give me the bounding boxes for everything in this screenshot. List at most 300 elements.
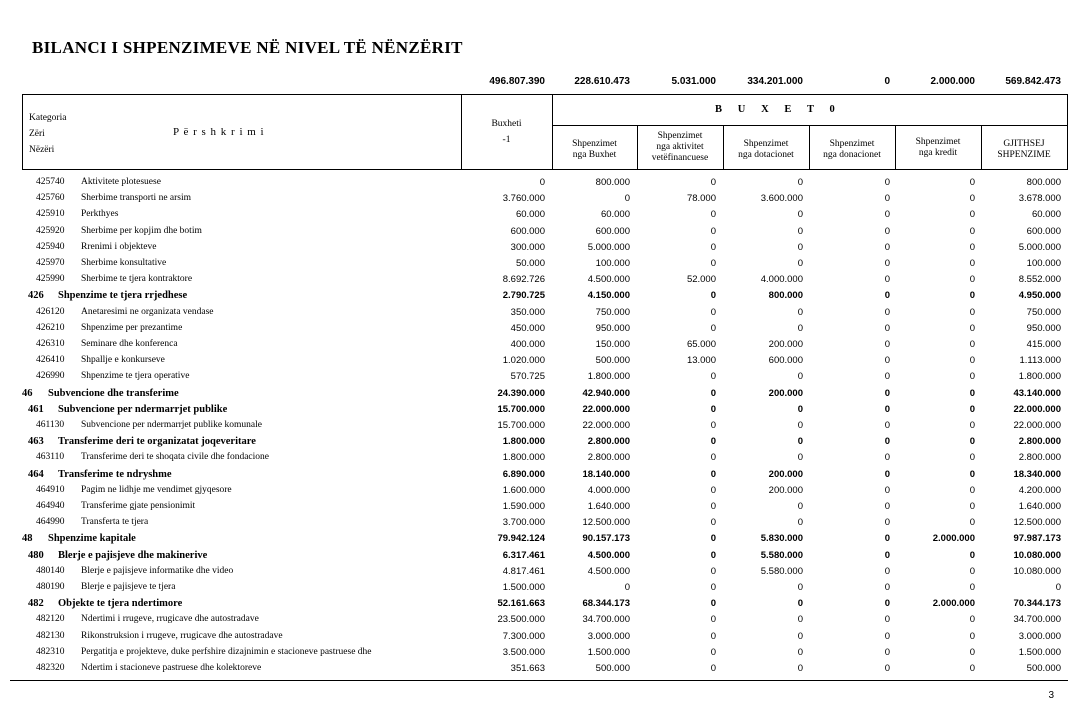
table-row — [0, 239, 1080, 255]
row-value-col-6: 0 — [969, 630, 975, 642]
header-col-kredit: Shpenzimet nga kredit — [915, 137, 961, 158]
row-value-col-2: 5.000.000 — [587, 241, 630, 253]
row-value-col-7: 3.000.000 — [1018, 630, 1061, 642]
row-value-col-5: 0 — [884, 355, 890, 367]
row-value-col-7: 600.000 — [1026, 225, 1061, 237]
total-dotacionet: 334.201.000 — [747, 76, 803, 87]
row-value-col-1: 0 — [539, 177, 545, 188]
row-value-col-6: 0 — [969, 193, 975, 205]
row-value-col-2: 22.000.000 — [582, 420, 630, 431]
row-code: 46 — [22, 387, 33, 399]
row-value-col-7: 60.000 — [1031, 209, 1061, 221]
row-code: 480 — [28, 549, 44, 561]
row-value-col-2: 0 — [624, 193, 630, 205]
row-code: 426210 — [36, 322, 65, 333]
row-value-col-1: 570.725 — [510, 371, 545, 383]
row-value-col-3: 0 — [710, 582, 716, 593]
row-value-col-2: 2.800.000 — [587, 436, 630, 448]
row-value-col-6: 0 — [969, 549, 975, 561]
row-value-col-4: 200.000 — [768, 484, 803, 496]
row-value-col-6: 0 — [969, 241, 975, 253]
row-value-col-1: 1.020.000 — [502, 355, 545, 367]
row-value-col-4: 0 — [797, 306, 803, 318]
row-description: Transferime te ndryshme — [58, 468, 172, 480]
row-value-col-5: 0 — [884, 339, 890, 350]
row-value-col-6: 0 — [969, 339, 975, 350]
row-value-col-3: 0 — [710, 258, 716, 269]
row-value-col-2: 22.000.000 — [582, 403, 630, 415]
row-value-col-7: 100.000 — [1026, 258, 1061, 269]
row-value-col-1: 1.800.000 — [502, 436, 545, 448]
row-code: 482320 — [36, 663, 65, 673]
row-value-col-6: 0 — [969, 468, 975, 480]
row-value-col-2: 4.500.000 — [587, 549, 630, 561]
row-value-col-1: 6.890.000 — [502, 468, 545, 480]
row-value-col-2: 3.000.000 — [587, 630, 630, 642]
row-value-col-7: 8.552.000 — [1018, 274, 1061, 286]
totals-row — [0, 74, 1080, 90]
row-value-col-1: 15.700.000 — [497, 403, 545, 415]
row-value-col-6: 0 — [969, 371, 975, 383]
table-row — [0, 255, 1080, 271]
table-row — [0, 530, 1080, 546]
row-value-col-2: 1.640.000 — [587, 501, 630, 512]
row-description: Perkthyes — [81, 209, 119, 220]
table-header — [22, 94, 1068, 170]
row-code: 426410 — [36, 355, 65, 366]
row-value-col-3: 0 — [710, 371, 716, 383]
row-value-col-5: 0 — [884, 452, 890, 464]
row-value-col-7: 2.800.000 — [1018, 452, 1061, 464]
row-value-col-6: 0 — [969, 420, 975, 431]
row-value-col-7: 750.000 — [1026, 306, 1061, 318]
row-value-col-2: 750.000 — [595, 306, 630, 318]
row-value-col-4: 0 — [797, 225, 803, 237]
row-value-col-4: 0 — [797, 582, 803, 593]
header-col-vetefinancuese: Shpenzimet nga aktivitet vetëfinancuese — [651, 131, 709, 163]
row-value-col-5: 0 — [884, 646, 890, 658]
row-value-col-7: 4.200.000 — [1018, 484, 1061, 496]
row-value-col-5: 0 — [884, 598, 890, 610]
row-value-col-4: 5.580.000 — [760, 549, 803, 561]
row-value-col-6: 2.000.000 — [932, 598, 975, 610]
table-row — [0, 190, 1080, 206]
row-value-col-1: 23.500.000 — [497, 614, 545, 626]
row-code: 480140 — [36, 565, 65, 576]
row-value-col-6: 0 — [969, 663, 975, 674]
row-value-col-3: 0 — [710, 290, 716, 302]
row-description: Pagim ne lidhje me vendimet gjyqesore — [81, 484, 232, 495]
row-description: Shpenzime te tjera rrjedhese — [58, 290, 188, 302]
row-code: 425740 — [36, 177, 65, 187]
row-description: Anetaresimi ne organizata vendase — [81, 306, 214, 317]
row-value-col-1: 2.790.725 — [502, 290, 545, 302]
row-value-col-3: 0 — [710, 403, 716, 415]
header-buxeto: B U X E T 0 — [715, 104, 835, 115]
row-value-col-1: 15.700.000 — [497, 420, 545, 431]
row-value-col-4: 0 — [797, 241, 803, 253]
row-value-col-5: 0 — [884, 468, 890, 480]
total-buxheti: 496.807.390 — [489, 76, 545, 87]
row-value-col-6: 0 — [969, 517, 975, 529]
row-value-col-7: 97.987.173 — [1013, 533, 1061, 545]
table-row — [0, 206, 1080, 222]
row-value-col-4: 200.000 — [768, 387, 803, 399]
row-code: 464940 — [36, 501, 65, 511]
row-code: 425760 — [36, 193, 65, 204]
row-code: 464910 — [36, 484, 65, 495]
row-value-col-5: 0 — [884, 663, 890, 674]
row-value-col-4: 0 — [797, 420, 803, 431]
table-row — [0, 320, 1080, 336]
row-code: 463110 — [36, 452, 65, 463]
row-value-col-4: 0 — [797, 501, 803, 512]
row-value-col-5: 0 — [884, 258, 890, 269]
row-value-col-7: 10.080.000 — [1013, 549, 1061, 561]
row-value-col-5: 0 — [884, 630, 890, 642]
row-value-col-6: 0 — [969, 387, 975, 399]
row-value-col-3: 0 — [710, 533, 716, 545]
row-value-col-7: 1.640.000 — [1018, 501, 1061, 512]
table-row — [0, 579, 1080, 595]
row-value-col-7: 70.344.173 — [1013, 598, 1061, 610]
row-value-col-1: 400.000 — [510, 339, 545, 350]
row-value-col-3: 0 — [710, 549, 716, 561]
table-row — [0, 304, 1080, 320]
row-value-col-3: 0 — [710, 452, 716, 464]
row-value-col-7: 1.113.000 — [1019, 355, 1061, 367]
row-value-col-4: 3.600.000 — [760, 193, 803, 205]
row-value-col-6: 0 — [969, 565, 975, 577]
row-value-col-6: 0 — [969, 501, 975, 512]
row-description: Seminare dhe konferenca — [81, 339, 178, 349]
row-value-col-3: 0 — [710, 484, 716, 496]
total-donacionet: 0 — [884, 76, 890, 87]
row-value-col-3: 0 — [710, 565, 716, 577]
row-value-col-1: 300.000 — [510, 241, 545, 253]
row-value-col-4: 0 — [797, 614, 803, 626]
row-value-col-6: 0 — [969, 436, 975, 448]
row-code: 482120 — [36, 614, 65, 625]
table-row — [0, 514, 1080, 530]
row-code: 426120 — [36, 306, 65, 317]
header-buxheti: Buxheti — [491, 119, 522, 129]
row-value-col-5: 0 — [884, 209, 890, 221]
row-description: Subvencione per ndermarrjet publike — [58, 403, 228, 415]
row-value-col-6: 0 — [969, 646, 975, 658]
row-description: Sherbime transporti ne arsim — [81, 193, 192, 204]
row-value-col-5: 0 — [884, 274, 890, 286]
row-description: Blerje e pajisjeve dhe makinerive — [58, 549, 208, 561]
row-value-col-7: 18.340.000 — [1013, 468, 1061, 480]
row-value-col-3: 0 — [710, 501, 716, 512]
row-value-col-1: 1.500.000 — [502, 582, 545, 593]
row-value-col-3: 0 — [710, 436, 716, 448]
row-value-col-4: 0 — [797, 371, 803, 383]
row-value-col-5: 0 — [884, 501, 890, 512]
table-row — [0, 466, 1080, 482]
row-value-col-2: 60.000 — [600, 209, 630, 221]
row-description: Shpenzime kapitale — [48, 533, 136, 545]
row-value-col-1: 4.817.461 — [502, 565, 545, 577]
row-description: Shpenzime per prezantime — [81, 322, 183, 333]
row-description: Shpallje e konkurseve — [81, 355, 165, 366]
row-value-col-2: 4.500.000 — [587, 565, 630, 577]
table-row — [0, 660, 1080, 676]
header-zeri: Zëri — [29, 129, 45, 139]
row-code: 425920 — [36, 225, 65, 236]
row-value-col-3: 0 — [710, 209, 716, 221]
row-value-col-2: 68.344.173 — [582, 598, 630, 610]
row-description: Blerje e pajisjeve te tjera — [81, 582, 176, 592]
row-value-col-1: 3.700.000 — [502, 517, 545, 529]
table-row — [0, 433, 1080, 449]
row-value-col-7: 415.000 — [1026, 339, 1061, 350]
row-value-col-4: 0 — [797, 646, 803, 658]
row-value-col-2: 500.000 — [595, 663, 630, 674]
row-value-col-1: 24.390.000 — [497, 387, 545, 399]
row-code: 464990 — [36, 517, 65, 528]
table-row — [0, 595, 1080, 611]
row-value-col-7: 3.678.000 — [1018, 193, 1061, 205]
row-value-col-1: 52.161.663 — [497, 598, 545, 610]
row-value-col-3: 0 — [710, 468, 716, 480]
row-description: Pergatitja e projekteve, duke perfshire dizajnimin e stacioneve pastruese dhe — [81, 646, 372, 657]
row-value-col-5: 0 — [884, 436, 890, 448]
table-row — [0, 644, 1080, 660]
row-value-col-6: 0 — [969, 225, 975, 237]
table-row — [0, 287, 1080, 303]
page-number: 3 — [1048, 690, 1054, 701]
table-row — [0, 352, 1080, 368]
row-value-col-5: 0 — [884, 387, 890, 399]
row-description: Aktivitete plotesuese — [81, 177, 161, 187]
row-description: Sherbime per kopjim dhe botim — [81, 225, 202, 236]
row-value-col-5: 0 — [884, 533, 890, 545]
row-value-col-2: 800.000 — [595, 177, 630, 188]
row-value-col-4: 0 — [797, 258, 803, 269]
row-value-col-7: 2.800.000 — [1018, 436, 1061, 448]
row-value-col-3: 78.000 — [686, 193, 716, 205]
row-value-col-1: 3.500.000 — [502, 646, 545, 658]
row-value-col-1: 6.317.461 — [502, 549, 545, 561]
row-code: 482 — [28, 598, 44, 610]
row-value-col-4: 0 — [797, 403, 803, 415]
row-value-col-2: 600.000 — [595, 225, 630, 237]
row-description: Ndertimi i rrugeve, rrugicave dhe autostradave — [81, 614, 259, 625]
table-row — [0, 385, 1080, 401]
row-code: 425970 — [36, 258, 65, 268]
header-col-donacionet: Shpenzimet nga donacionet — [823, 139, 881, 160]
row-value-col-7: 22.000.000 — [1013, 403, 1061, 415]
row-value-col-2: 4.150.000 — [587, 290, 630, 302]
row-value-col-6: 0 — [969, 209, 975, 221]
row-value-col-5: 0 — [884, 241, 890, 253]
row-value-col-7: 34.700.000 — [1013, 614, 1061, 626]
row-value-col-3: 0 — [710, 387, 716, 399]
row-value-col-5: 0 — [884, 549, 890, 561]
total-vetefinancuese: 5.031.000 — [671, 76, 716, 87]
table-row — [0, 336, 1080, 352]
row-value-col-7: 950.000 — [1026, 322, 1061, 334]
row-value-col-4: 0 — [797, 598, 803, 610]
row-value-col-2: 1.800.000 — [587, 371, 630, 383]
row-description: Subvencione per ndermarrjet publike komunale — [81, 420, 262, 430]
row-value-col-4: 5.830.000 — [760, 533, 803, 545]
table-row — [0, 401, 1080, 417]
row-code: 426990 — [36, 371, 65, 382]
row-value-col-5: 0 — [884, 517, 890, 529]
row-description: Objekte te tjera ndertimore — [58, 598, 183, 610]
row-value-col-2: 12.500.000 — [582, 517, 630, 529]
row-code: 425990 — [36, 274, 65, 285]
row-value-col-2: 4.500.000 — [587, 274, 630, 286]
row-code: 425940 — [36, 241, 65, 252]
row-description: Sherbime te tjera kontraktore — [81, 274, 193, 285]
total-gjithsej: 569.842.473 — [1005, 76, 1061, 87]
row-value-col-3: 0 — [710, 598, 716, 610]
row-value-col-6: 2.000.000 — [932, 533, 975, 545]
row-value-col-6: 0 — [969, 484, 975, 496]
row-value-col-3: 65.000 — [686, 339, 716, 350]
row-value-col-7: 10.080.000 — [1013, 565, 1061, 577]
row-value-col-3: 0 — [710, 663, 716, 674]
row-value-col-4: 0 — [797, 663, 803, 674]
row-value-col-7: 1.800.000 — [1018, 371, 1061, 383]
row-code: 464 — [28, 468, 44, 480]
row-value-col-1: 7.300.000 — [502, 630, 545, 642]
row-value-col-7: 12.500.000 — [1013, 517, 1061, 529]
row-value-col-1: 351.663 — [510, 663, 545, 674]
row-value-col-6: 0 — [969, 274, 975, 286]
row-value-col-7: 5.000.000 — [1018, 241, 1061, 253]
row-value-col-5: 0 — [884, 225, 890, 237]
total-buxhet: 228.610.473 — [574, 76, 630, 87]
table-row — [0, 563, 1080, 579]
row-value-col-6: 0 — [969, 582, 975, 593]
row-value-col-5: 0 — [884, 484, 890, 496]
row-value-col-5: 0 — [884, 306, 890, 318]
row-value-col-4: 0 — [797, 209, 803, 221]
row-code: 426310 — [36, 339, 65, 349]
row-value-col-6: 0 — [969, 306, 975, 318]
row-value-col-7: 4.950.000 — [1018, 290, 1061, 302]
table-row — [0, 368, 1080, 384]
row-value-col-5: 0 — [884, 582, 890, 593]
row-value-col-7: 22.000.000 — [1013, 420, 1061, 431]
table-row — [0, 611, 1080, 627]
table-row — [0, 271, 1080, 287]
row-description: Blerje e pajisjeve informatike dhe video — [81, 565, 234, 576]
row-value-col-3: 0 — [710, 322, 716, 334]
row-value-col-3: 0 — [710, 177, 716, 188]
row-value-col-2: 90.157.173 — [582, 533, 630, 545]
row-description: Transferta te tjera — [81, 517, 149, 528]
table-row — [0, 547, 1080, 563]
row-value-col-6: 0 — [969, 258, 975, 269]
row-description: Subvencione dhe transferime — [48, 387, 179, 399]
row-value-col-5: 0 — [884, 177, 890, 188]
page-title: BILANCI I SHPENZIMEVE NË NIVEL TË NËNZËRIT — [32, 38, 463, 57]
row-value-col-7: 43.140.000 — [1013, 387, 1061, 399]
row-value-col-1: 60.000 — [515, 209, 545, 221]
row-value-col-5: 0 — [884, 565, 890, 577]
row-value-col-1: 1.800.000 — [502, 452, 545, 464]
row-description: Sherbime konsultative — [81, 258, 167, 268]
row-code: 482130 — [36, 630, 65, 641]
row-value-col-1: 600.000 — [510, 225, 545, 237]
row-value-col-2: 42.940.000 — [582, 387, 630, 399]
row-value-col-3: 0 — [710, 517, 716, 529]
row-value-col-5: 0 — [884, 614, 890, 626]
row-description: Rikonstruksion i rrugeve, rrugicave dhe autostradave — [81, 630, 283, 641]
row-value-col-2: 950.000 — [595, 322, 630, 334]
row-description: Rrenimi i objekteve — [81, 241, 157, 252]
table-row — [0, 628, 1080, 644]
row-value-col-4: 600.000 — [768, 355, 803, 367]
row-value-col-4: 0 — [797, 517, 803, 529]
row-value-col-6: 0 — [969, 452, 975, 464]
row-value-col-3: 13.000 — [686, 355, 716, 367]
row-code: 482310 — [36, 646, 65, 657]
row-code: 425910 — [36, 209, 65, 220]
header-col-gjithsej: GJITHSEJ SHPENZIME — [997, 139, 1051, 160]
row-value-col-2: 18.140.000 — [582, 468, 630, 480]
row-value-col-3: 0 — [710, 614, 716, 626]
table-row — [0, 498, 1080, 514]
row-value-col-1: 8.692.726 — [502, 274, 545, 286]
row-value-col-6: 0 — [969, 355, 975, 367]
row-description: Shpenzime te tjera operative — [81, 371, 190, 382]
row-description: Transferime deri te organizatat joqeveritare — [58, 436, 256, 448]
row-value-col-6: 0 — [969, 322, 975, 334]
row-value-col-6: 0 — [969, 177, 975, 188]
row-value-col-4: 800.000 — [768, 290, 803, 302]
row-value-col-3: 0 — [710, 420, 716, 431]
row-value-col-7: 1.500.000 — [1018, 646, 1061, 658]
row-value-col-2: 4.000.000 — [587, 484, 630, 496]
row-value-col-4: 0 — [797, 630, 803, 642]
row-value-col-4: 0 — [797, 322, 803, 334]
table-row — [0, 174, 1080, 190]
header-col-dotacionet: Shpenzimet nga dotacionet — [738, 139, 794, 160]
header-col-buxhet: Shpenzimet nga Buxhet — [572, 139, 617, 160]
header-buxheti-sub: -1 — [502, 135, 511, 145]
row-value-col-2: 2.800.000 — [587, 452, 630, 464]
row-value-col-3: 0 — [710, 225, 716, 237]
row-value-col-3: 52.000 — [686, 274, 716, 286]
row-value-col-2: 150.000 — [595, 339, 630, 350]
header-kategoria: Kategoria — [29, 113, 67, 123]
row-value-col-2: 0 — [624, 582, 630, 593]
row-code: 461130 — [36, 420, 65, 430]
table-row — [0, 482, 1080, 498]
row-value-col-5: 0 — [884, 403, 890, 415]
row-value-col-1: 79.942.124 — [497, 533, 545, 545]
row-value-col-4: 0 — [797, 177, 803, 188]
header-pershkrimi: P ë r s h k r i m i — [173, 126, 265, 138]
row-value-col-2: 34.700.000 — [582, 614, 630, 626]
row-value-col-4: 0 — [797, 452, 803, 464]
row-value-col-6: 0 — [969, 290, 975, 302]
row-value-col-3: 0 — [710, 630, 716, 642]
row-value-col-1: 50.000 — [515, 258, 545, 269]
row-value-col-5: 0 — [884, 420, 890, 431]
row-code: 48 — [22, 533, 33, 545]
row-value-col-7: 0 — [1055, 582, 1061, 593]
row-value-col-3: 0 — [710, 241, 716, 253]
row-value-col-3: 0 — [710, 306, 716, 318]
